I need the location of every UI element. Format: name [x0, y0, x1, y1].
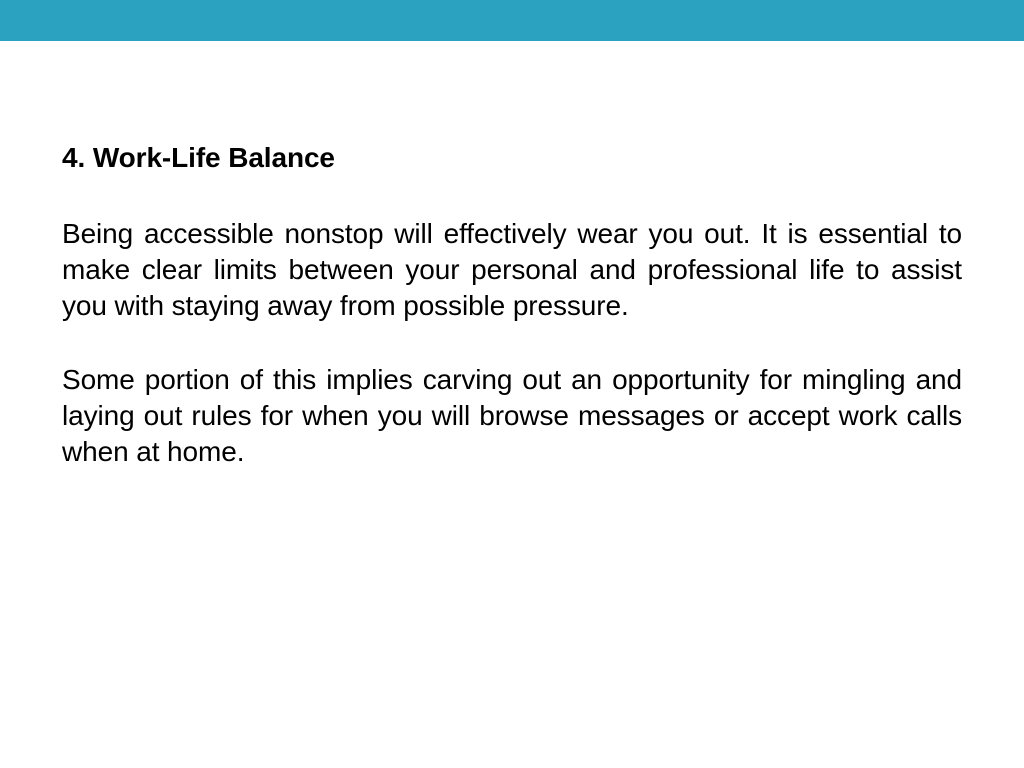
paragraph-2: Some portion of this implies carving out an opportunity for mingling and laying out rules for when you will browse messages or accept work calls when at home.: [62, 364, 962, 467]
paragraph-1: Being accessible nonstop will effectively wear you out. It is essential to make clear limits between your personal and professional life to assist you with staying away from possible pressure.: [62, 218, 962, 321]
header-bar: [0, 0, 1024, 41]
slide-heading: 4. Work-Life Balance: [62, 142, 335, 173]
slide-content: [62, 138, 962, 470]
